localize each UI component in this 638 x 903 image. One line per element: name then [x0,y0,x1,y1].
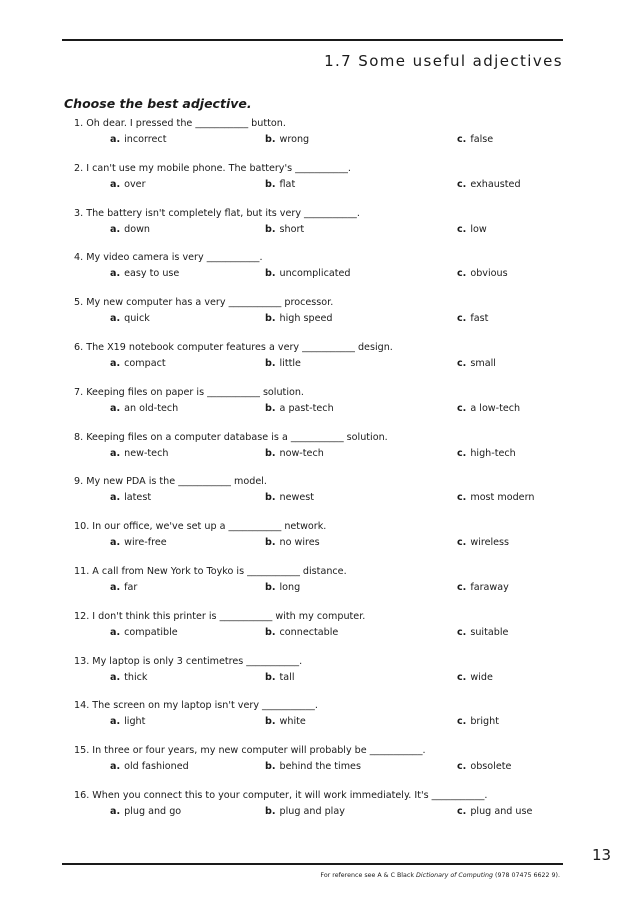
option-text: newest [279,492,315,504]
question-item [74,700,564,740]
option-text: latest [124,492,152,504]
option-letter: a. [110,492,121,504]
question-item [74,252,564,292]
question-text: 9. My new PDA is the ___________ model. [74,476,267,488]
question-item [74,208,564,248]
option-b [265,806,345,817]
option-b [265,403,334,414]
page-number: 13 [592,846,612,864]
bottom-rule [62,863,563,865]
option-text: obvious [470,268,508,280]
option-text: easy to use [124,268,180,280]
option-letter: b. [265,178,276,190]
option-letter: a. [110,178,121,190]
question-item [74,476,564,516]
option-letter: c. [457,492,467,504]
question-text: 5. My new computer has a very ___________ processor. [74,297,334,309]
option-letter: a. [110,806,121,817]
option-text: compact [124,358,166,369]
option-letter: a. [110,223,121,235]
option-a [110,492,151,503]
option-letter: c. [457,358,467,369]
question-item [74,163,564,203]
option-a [110,627,178,638]
top-rule [62,39,563,41]
option-letter: a. [110,402,121,414]
option-letter: c. [457,134,467,145]
option-text: wire-free [124,537,167,549]
option-text: fast [470,313,489,325]
option-c [457,492,534,503]
option-letter: c. [457,806,467,817]
option-text: low [470,223,487,235]
option-a [110,448,168,459]
option-text: flat [279,178,296,190]
option-letter: a. [110,761,121,773]
option-a [110,537,167,548]
option-text: old fashioned [124,761,189,773]
option-letter: c. [457,626,467,638]
option-a [110,672,147,683]
option-text: wireless [470,537,510,549]
question-item [74,297,564,337]
option-text: a low-tech [470,402,521,414]
option-letter: b. [265,492,276,504]
option-text: exhausted [470,178,521,190]
question-item [74,656,564,696]
question-text: 1. Oh dear. I pressed the ___________ button. [74,118,286,129]
option-letter: b. [265,761,276,773]
option-c [457,358,496,369]
option-c [457,627,508,638]
option-text: long [279,582,301,593]
question-text: 10. In our office, we've set up a ___________ network. [74,521,327,533]
question-text: 3. The battery isn't completely flat, but its very ___________. [74,207,360,219]
option-letter: c. [457,447,467,459]
option-a [110,268,179,279]
option-letter: b. [265,582,276,593]
option-text: thick [124,671,148,683]
question-text: 14. The screen on my laptop isn't very ___________. [74,700,318,712]
option-c [457,672,493,683]
option-letter: b. [265,134,276,145]
option-a [110,716,145,727]
question-item [74,566,564,606]
option-text: most modern [470,492,535,504]
question-text: 15. In three or four years, my new computer will probably be ___________. [74,745,426,757]
option-letter: a. [110,358,121,369]
option-letter: c. [457,178,467,190]
option-c [457,716,499,727]
option-a [110,224,150,235]
option-letter: a. [110,537,121,549]
option-text: quick [124,313,150,325]
question-text: 2. I can't use my mobile phone. The battery's ___________. [74,162,351,174]
question-text: 6. The X19 notebook computer features a very ___________ design. [74,342,393,353]
option-letter: a. [110,626,121,638]
option-letter: a. [110,268,121,280]
option-letter: b. [265,716,276,728]
option-a [110,403,178,414]
question-item [74,387,564,427]
option-letter: b. [265,447,276,459]
option-letter: c. [457,761,467,773]
option-letter: a. [110,671,121,683]
option-text: wide [470,671,493,683]
question-item [74,611,564,651]
option-b [265,761,361,772]
option-text: light [124,716,146,728]
option-c [457,761,511,772]
option-text: new-tech [124,447,169,459]
option-letter: c. [457,402,467,414]
question-text: 7. Keeping files on paper is ___________ solution. [74,386,304,398]
option-text: bright [470,716,499,728]
option-b [265,672,295,683]
option-letter: c. [457,313,467,325]
option-letter: a. [110,582,121,593]
question-text: 4. My video camera is very ___________. [74,252,263,264]
option-text: high-tech [470,447,516,459]
question-item [74,745,564,785]
question-text: 8. Keeping files on a computer database is a ___________ solution. [74,431,388,443]
footer-prefix: For reference see A & C Black [320,872,417,879]
option-text: suitable [470,626,509,638]
option-b [265,268,351,279]
footer-book-title: Dictionary of Computing [416,872,493,879]
footer-suffix: (978 07475 6622 9). [492,872,560,879]
option-letter: b. [265,671,276,683]
option-letter: b. [265,358,276,369]
option-text: high speed [279,313,333,325]
option-c [457,582,509,593]
option-text: false [470,134,494,145]
question-item [74,342,564,382]
footer-reference [320,872,560,879]
question-text: 13. My laptop is only 3 centimetres ___________. [74,655,303,667]
option-letter: b. [265,313,276,325]
option-text: tall [279,671,295,683]
option-b [265,358,301,369]
option-letter: b. [265,537,276,549]
option-letter: a. [110,716,121,728]
question-item [74,118,564,158]
option-text: faraway [470,582,509,593]
option-text: now-tech [279,447,324,459]
option-text: white [279,716,306,728]
question-item [74,790,564,830]
option-letter: c. [457,582,467,593]
option-text: far [124,582,138,593]
option-c [457,313,488,324]
option-letter: c. [457,716,467,728]
option-letter: b. [265,402,276,414]
option-text: little [279,358,301,369]
option-b [265,224,304,235]
option-letter: c. [457,537,467,549]
option-c [457,403,520,414]
option-c [457,268,508,279]
option-text: plug and play [279,806,345,817]
option-a [110,134,166,145]
option-c [457,224,487,235]
option-b [265,716,306,727]
option-text: down [124,223,151,235]
option-text: behind the times [279,761,361,773]
option-text: connectable [279,626,339,638]
option-text: incorrect [124,134,167,145]
option-a [110,179,146,190]
option-c [457,806,532,817]
page-title: 1.7 Some useful adjectives [324,52,563,70]
option-letter: a. [110,447,121,459]
option-letter: c. [457,223,467,235]
option-a [110,582,137,593]
option-b [265,179,295,190]
option-text: over [124,178,146,190]
option-b [265,582,300,593]
option-a [110,806,181,817]
option-letter: c. [457,671,467,683]
option-text: plug and go [124,806,182,817]
option-letter: b. [265,626,276,638]
question-item [74,521,564,561]
option-a [110,358,166,369]
option-b [265,313,332,324]
option-letter: b. [265,223,276,235]
question-item [74,432,564,472]
option-text: a past-tech [279,402,334,414]
option-text: an old-tech [124,402,179,414]
option-letter: b. [265,806,276,817]
question-text: 11. A call from New York to Toyko is ___________ distance. [74,566,347,577]
option-c [457,448,516,459]
option-b [265,134,309,145]
option-text: obsolete [470,761,512,773]
option-letter: b. [265,268,276,280]
option-letter: c. [457,268,467,280]
option-letter: a. [110,134,121,145]
option-text: wrong [279,134,310,145]
question-text: 12. I don't think this printer is ___________ with my computer. [74,610,366,622]
option-c [457,179,521,190]
option-text: small [470,358,496,369]
option-text: no wires [279,537,320,549]
option-b [265,537,320,548]
option-b [265,627,338,638]
option-c [457,537,509,548]
instruction-heading: Choose the best adjective. [64,96,252,111]
option-a [110,761,189,772]
option-text: short [279,223,305,235]
option-text: plug and use [470,806,533,817]
option-text: compatible [124,626,178,638]
question-text: 16. When you connect this to your computer, it will work immediately. It's ___________. [74,790,488,801]
option-b [265,448,324,459]
option-text: uncomplicated [279,268,351,280]
option-letter: a. [110,313,121,325]
option-a [110,313,150,324]
option-c [457,134,493,145]
option-b [265,492,314,503]
